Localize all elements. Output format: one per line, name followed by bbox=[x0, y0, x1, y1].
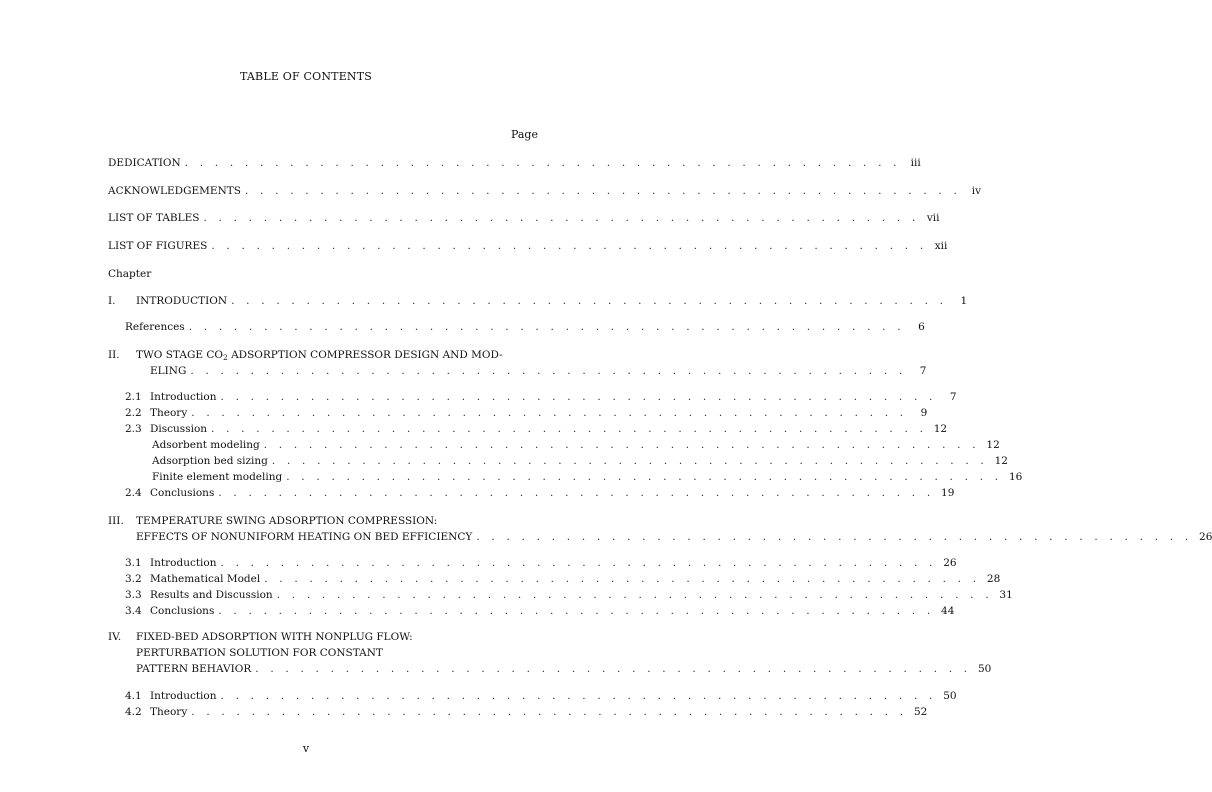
toc-entry-label: Theory bbox=[150, 706, 188, 718]
toc-entry-page: xii bbox=[934, 240, 948, 252]
dot-leader: . . . . . . . . . . . . . . . . . . . . . . . . . . . . . . . . . . . . . . . . . . . . . . . . bbox=[476, 531, 1193, 543]
toc-entry-section[interactable] bbox=[150, 486, 955, 500]
toc-entry-section[interactable] bbox=[150, 689, 957, 703]
toc-entry-page: 19 bbox=[941, 487, 955, 499]
section-number: 3.2 bbox=[125, 573, 142, 585]
toc-entry-list-of-tables[interactable] bbox=[108, 211, 940, 225]
chapter-heading: Chapter bbox=[108, 268, 152, 280]
toc-entry-chapter-4[interactable] bbox=[136, 662, 992, 676]
toc-entry-chapter-3[interactable] bbox=[136, 530, 1212, 544]
toc-entry-page: 12 bbox=[933, 423, 948, 435]
dot-leader: . . . . . . . . . . . . . . . . . . . . . . . . . . . . . . . . . . . . . . . . . . . . . . . . bbox=[218, 487, 935, 499]
toc-entry-label: Introduction bbox=[150, 391, 217, 403]
section-number: 2.1 bbox=[125, 391, 142, 403]
toc-entry-page: 16 bbox=[1008, 471, 1023, 483]
dot-leader: . . . . . . . . . . . . . . . . . . . . . . . . . . . . . . . . . . . . . . . . . . . . . . . . bbox=[191, 407, 908, 419]
chapter-title-line[interactable]: FIXED-BED ADSORPTION WITH NONPLUG FLOW: bbox=[136, 631, 413, 643]
toc-entry-label: Conclusions bbox=[150, 605, 215, 617]
dot-leader: . . . . . . . . . . . . . . . . . . . . . . . . . . . . . . . . . . . . . . . . . . . . . . . . bbox=[203, 212, 920, 224]
toc-entry-list-of-figures[interactable] bbox=[108, 239, 948, 253]
toc-entry-dedication[interactable] bbox=[108, 156, 921, 170]
toc-entry-label: Mathematical Model bbox=[150, 573, 261, 585]
toc-entry-references[interactable] bbox=[125, 320, 925, 334]
chemical-subscript: 2 bbox=[222, 353, 228, 362]
section-number: 3.3 bbox=[125, 589, 142, 601]
toc-entry-page: 7 bbox=[949, 391, 957, 403]
toc-entry-label: Introduction bbox=[150, 557, 217, 569]
toc-entry-page: 12 bbox=[994, 455, 1008, 467]
toc-entry-page: 28 bbox=[986, 573, 1001, 585]
dot-leader: . . . . . . . . . . . . . . . . . . . . . . . . . . . . . . . . . . . . . . . . . . . . . . . . bbox=[271, 455, 988, 467]
toc-entry-label: Adsorption bed sizing bbox=[152, 455, 268, 467]
page-number-footer: v bbox=[302, 742, 310, 755]
toc-entry-acknowledgements[interactable] bbox=[108, 184, 982, 198]
dot-leader: . . . . . . . . . . . . . . . . . . . . . . . . . . . . . . . . . . . . . . . . . . . . . . . . bbox=[276, 589, 993, 601]
section-number: 2.3 bbox=[125, 423, 142, 435]
dot-leader: . . . . . . . . . . . . . . . . . . . . . . . . . . . . . . . . . . . . . . . . . . . . . . . . bbox=[220, 391, 937, 403]
toc-entry-page: 31 bbox=[999, 589, 1013, 601]
toc-entry-subsection[interactable] bbox=[152, 470, 1023, 484]
toc-entry-page: 12 bbox=[986, 439, 1000, 451]
chapter-title-part: ADSORPTION COMPRESSOR DESIGN AND MOD- bbox=[227, 349, 503, 361]
page-column-label: Page bbox=[510, 128, 538, 141]
toc-entry-section[interactable] bbox=[150, 588, 1013, 602]
toc-entry-section[interactable] bbox=[150, 390, 957, 404]
dot-leader: . . . . . . . . . . . . . . . . . . . . . . . . . . . . . . . . . . . . . . . . . . . . . . . . bbox=[184, 157, 901, 169]
dot-leader: . . . . . . . . . . . . . . . . . . . . . . . . . . . . . . . . . . . . . . . . . . . . . . . . bbox=[231, 295, 948, 307]
toc-entry-label: Discussion bbox=[150, 423, 208, 435]
section-number: 3.1 bbox=[125, 557, 142, 569]
dot-leader: . . . . . . . . . . . . . . . . . . . . . . . . . . . . . . . . . . . . . . . . . . . . . . . . bbox=[263, 439, 980, 451]
toc-entry-label: ACKNOWLEDGEMENTS bbox=[108, 185, 241, 197]
toc-entry-page: 26 bbox=[943, 557, 957, 569]
toc-entry-page: iii bbox=[910, 157, 921, 169]
section-number: 2.4 bbox=[125, 487, 142, 499]
toc-entry-section[interactable] bbox=[150, 406, 928, 420]
toc-entry-label: Introduction bbox=[150, 690, 217, 702]
section-number: 2.2 bbox=[125, 407, 142, 419]
dot-leader: . . . . . . . . . . . . . . . . . . . . . . . . . . . . . . . . . . . . . . . . . . . . . . . . bbox=[191, 706, 908, 718]
chapter-number: IV. bbox=[108, 631, 122, 643]
toc-entry-section[interactable] bbox=[150, 572, 1001, 586]
toc-entry-subsection[interactable] bbox=[152, 438, 1000, 452]
chapter-number: I. bbox=[108, 295, 116, 307]
dot-leader: . . . . . . . . . . . . . . . . . . . . . . . . . . . . . . . . . . . . . . . . . . . . . . . . bbox=[220, 557, 937, 569]
toc-entry-page: 26 bbox=[1199, 531, 1212, 543]
toc-entry-chapter-2[interactable] bbox=[150, 364, 927, 378]
toc-entry-page: 50 bbox=[943, 690, 957, 702]
toc-entry-label: INTRODUCTION bbox=[136, 295, 228, 307]
toc-entry-label: EFFECTS OF NONUNIFORM HEATING ON BED EFFICIENCY bbox=[136, 531, 473, 543]
toc-entry-label: Finite element modeling bbox=[152, 471, 283, 483]
toc-entry-label: LIST OF FIGURES bbox=[108, 240, 208, 252]
section-number: 3.4 bbox=[125, 605, 142, 617]
dot-leader: . . . . . . . . . . . . . . . . . . . . . . . . . . . . . . . . . . . . . . . . . . . . . . . . bbox=[218, 605, 935, 617]
toc-entry-page: 7 bbox=[919, 365, 927, 377]
chapter-number: III. bbox=[108, 515, 124, 527]
toc-entry-section[interactable] bbox=[150, 705, 928, 719]
toc-entry-section[interactable] bbox=[150, 604, 955, 618]
chapter-number: II. bbox=[108, 349, 120, 361]
chapter-title-part: TWO STAGE CO bbox=[136, 349, 223, 361]
dot-leader: . . . . . . . . . . . . . . . . . . . . . . . . . . . . . . . . . . . . . . . . . . . . . . . . bbox=[211, 423, 928, 435]
toc-entry-page: 9 bbox=[920, 407, 928, 419]
section-number: 4.2 bbox=[125, 706, 142, 718]
chapter-title-line[interactable]: PERTURBATION SOLUTION FOR CONSTANT bbox=[136, 647, 383, 659]
dot-leader: . . . . . . . . . . . . . . . . . . . . . . . . . . . . . . . . . . . . . . . . . . . . . . . . bbox=[190, 365, 907, 377]
toc-entry-label: Conclusions bbox=[150, 487, 215, 499]
toc-entry-label: ELING bbox=[150, 365, 187, 377]
dot-leader: . . . . . . . . . . . . . . . . . . . . . . . . . . . . . . . . . . . . . . . . . . . . . . . . bbox=[244, 185, 962, 197]
toc-entry-page: vii bbox=[926, 212, 940, 224]
toc-entry-page: 1 bbox=[960, 295, 968, 307]
dot-leader: . . . . . . . . . . . . . . . . . . . . . . . . . . . . . . . . . . . . . . . . . . . . . . . . bbox=[286, 471, 1003, 483]
toc-entry-page: 6 bbox=[918, 321, 925, 333]
toc-entry-section[interactable] bbox=[150, 422, 948, 436]
toc-entry-page: 44 bbox=[941, 605, 955, 617]
toc-entry-subsection[interactable] bbox=[152, 454, 1008, 468]
dot-leader: . . . . . . . . . . . . . . . . . . . . . . . . . . . . . . . . . . . . . . . . . . . . . . . . bbox=[255, 663, 972, 675]
chapter-title-line[interactable]: TEMPERATURE SWING ADSORPTION COMPRESSION: bbox=[136, 515, 438, 527]
toc-entry-label: Results and Discussion bbox=[150, 589, 273, 601]
dot-leader: . . . . . . . . . . . . . . . . . . . . . . . . . . . . . . . . . . . . . . . . . . . . . . . . bbox=[211, 240, 928, 252]
toc-entry-chapter-1[interactable] bbox=[136, 294, 968, 308]
toc-entry-page: 52 bbox=[913, 706, 928, 718]
toc-entry-label: DEDICATION bbox=[108, 157, 181, 169]
dot-leader: . . . . . . . . . . . . . . . . . . . . . . . . . . . . . . . . . . . . . . . . . . . . . . . . bbox=[188, 321, 905, 333]
chapter-title-line[interactable] bbox=[136, 348, 503, 365]
dot-leader: . . . . . . . . . . . . . . . . . . . . . . . . . . . . . . . . . . . . . . . . . . . . . . . . bbox=[220, 690, 937, 702]
toc-entry-label: Adsorbent modeling bbox=[152, 439, 260, 451]
dot-leader: . . . . . . . . . . . . . . . . . . . . . . . . . . . . . . . . . . . . . . . . . . . . . . . . bbox=[264, 573, 981, 585]
toc-entry-label: Theory bbox=[150, 407, 188, 419]
section-number: 4.1 bbox=[125, 690, 142, 702]
toc-entry-page: iv bbox=[971, 185, 982, 197]
toc-entry-page: 50 bbox=[977, 663, 992, 675]
page-title: TABLE OF CONTENTS bbox=[239, 70, 373, 83]
toc-entry-section[interactable] bbox=[150, 556, 957, 570]
toc-entry-label: PATTERN BEHAVIOR bbox=[136, 663, 252, 675]
toc-entry-label: LIST OF TABLES bbox=[108, 212, 200, 224]
toc-entry-label: References bbox=[125, 321, 185, 333]
